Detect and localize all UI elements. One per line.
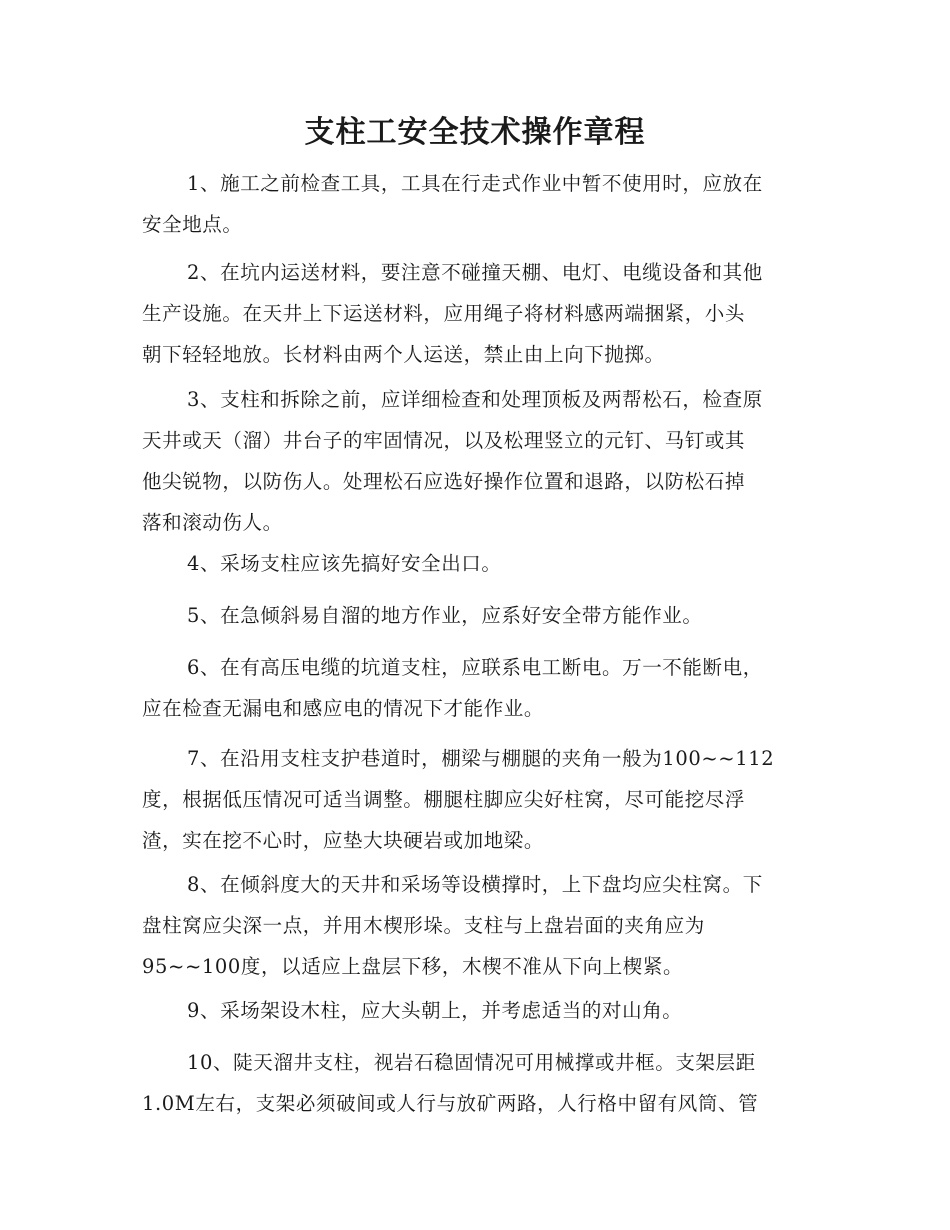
paragraph-7 [142,738,810,861]
paragraph-6 [142,647,810,729]
paragraph-line: 1、施工之前检查工具，工具在行走式作业中暂不使用时，应放在 [187,172,763,195]
paragraph-line: 朝下轻轻地放。长材料由两个人运送，禁止由上向下抛掷。 [142,343,665,366]
paragraph-line: 盘柱窝应尖深一点，并用木楔形垛。支柱与上盘岩面的夹角应为 [142,914,705,937]
paragraph-line: 95~~100度，以适应上盘层下移，木楔不准从下向上楔紧。 [142,955,684,978]
paragraph-5 [142,595,810,636]
paragraph-line: 天井或天（溜）井台子的牢固情况，以及松理竖立的元钉、马钉或其 [142,429,746,452]
paragraph-line: 5、在急倾斜易自溜的地方作业，应系好安全带方能作业。 [187,604,703,627]
paragraph-line: 应在检查无漏电和感应电的情况下才能作业。 [142,697,545,720]
paragraph-line: 8、在倾斜度大的天井和采场等设横撑时，上下盘均应尖柱窝。下 [187,873,763,896]
paragraph-line: 度，根据低压情况可适当调整。棚腿柱脚应尖好柱窝，尽可能挖尽浮 [142,788,746,811]
paragraph-10 [142,1042,810,1124]
paragraph-line: 4、采场支柱应该先搞好安全出口。 [187,552,502,575]
paragraph-line: 1.0M左右，支架必须破间或人行与放矿两路，人行格中留有风筒、管 [142,1092,759,1115]
paragraph-line: 3、支柱和拆除之前，应详细检查和处理顶板及两帮松石，检查原 [187,388,763,411]
paragraph-line: 落和滚动伤人。 [142,511,283,534]
paragraph-1 [142,163,810,245]
paragraph-2 [142,252,810,375]
paragraph-9 [142,990,810,1031]
paragraph-line: 6、在有高压电缆的坑道支柱，应联系电工断电。万一不能断电， [187,656,763,679]
paragraph-line: 2、在坑内运送材料，要注意不碰撞天棚、电灯、电缆设备和其他 [187,261,763,284]
paragraph-line: 7、在沿用支柱支护巷道时，棚梁与棚腿的夹角一般为100~~112 [187,747,775,770]
paragraph-line: 9、采场架设木柱，应大头朝上，并考虑适当的对山角。 [187,999,683,1022]
document-title: 支柱工安全技术操作章程 [304,115,646,150]
paragraph-3 [142,379,810,543]
paragraph-4 [142,543,810,584]
paragraph-line: 生产设施。在天井上下运送材料，应用绳子将材料感两端捆紧，小头 [142,302,746,325]
paragraph-line: 安全地点。 [142,213,243,236]
paragraph-line: 渣，实在挖不心时，应垫大块硬岩或加地梁。 [142,829,545,852]
paragraph-line: 10、陡天溜井支柱，视岩石稳固情况可用械撑或井框。支架层距 [187,1051,756,1074]
paragraph-line: 他尖锐物，以防伤人。处理松石应选好操作位置和退路，以防松石掉 [142,470,746,493]
paragraph-8 [142,864,810,987]
